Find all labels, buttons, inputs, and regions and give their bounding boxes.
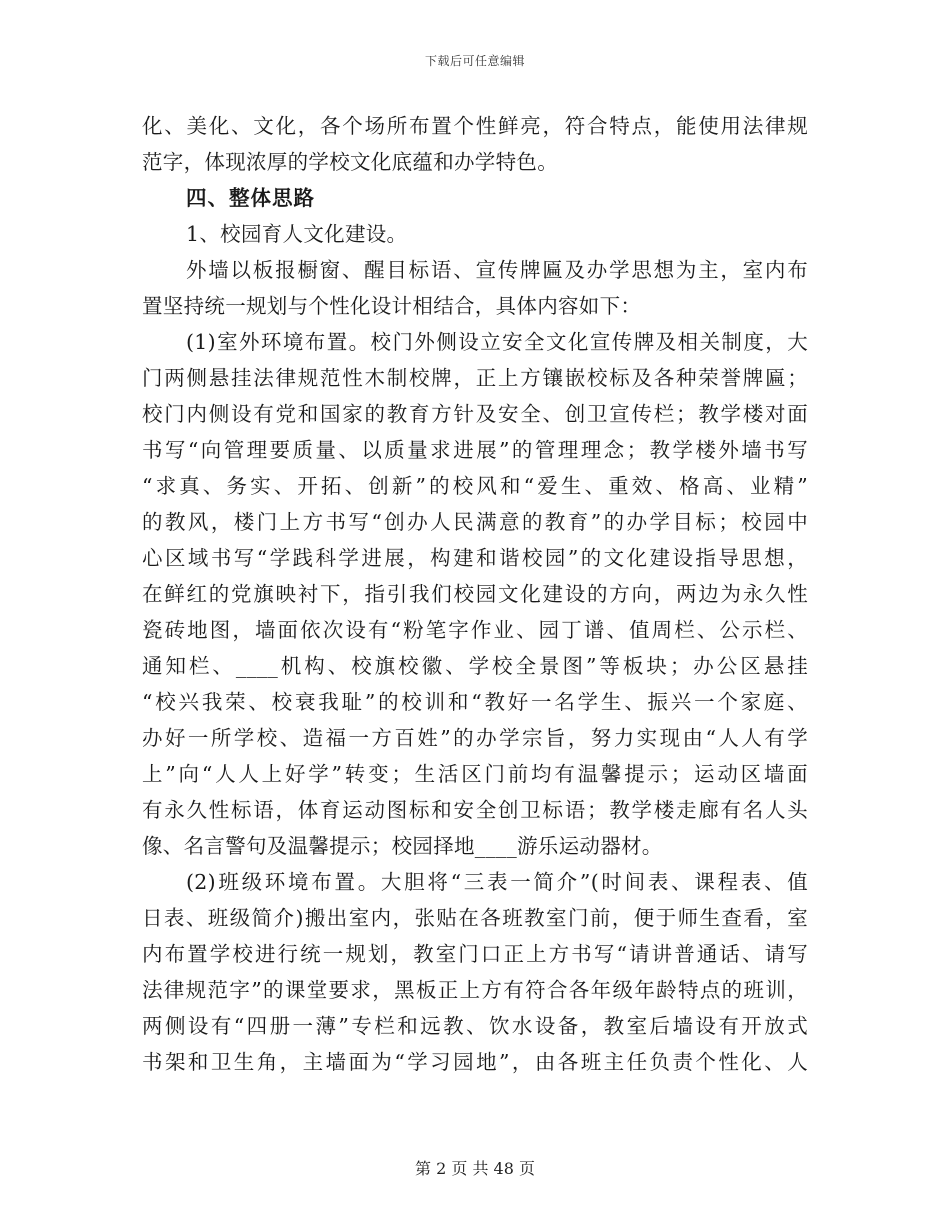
text-line: 有永久性标语，体育运动图标和安全创卫标语；教学楼走廊有名人头 [142,798,808,822]
text-line: 上”向“人人上好学”转变；生活区门前均有温馨提示；运动区墙面 [142,762,808,786]
text-line: 置坚持统一规划与个性化设计相结合，具体内容如下： [142,294,642,318]
text-line: “求真、务实、开拓、创新”的校风和“爱生、重效、格高、业精” [142,474,808,498]
text-line: 在鲜红的党旗映衬下，指引我们校园文化建设的方向，两边为永久性 [142,582,808,606]
text-line: (2)班级环境布置。大胆将“三表一简介”(时间表、课程表、值 [186,870,808,894]
text-line: 像、名言警句及温馨提示；校园择地____游乐运动器材。 [142,834,663,858]
text-line: 的教风，楼门上方书写“创办人民满意的教育”的办学目标；校园中 [142,510,808,534]
text-line: (1)室外环境布置。校门外侧设立安全文化宣传牌及相关制度，大 [186,330,808,354]
text-line: 内布置学校进行统一规划，教室门口正上方书写“请讲普通话、请写 [142,942,808,966]
subsection-heading: 1、校园育人文化建设。 [186,222,408,246]
text-line: 书架和卫生角，主墙面为“学习园地”，由各班主任负责个性化、人 [142,1050,808,1074]
text-line: 两侧设有“四册一薄”专栏和远教、饮水设备，教室后墙设有开放式 [142,1014,808,1038]
document-body [142,108,808,1080]
page-header-note: 下载后可任意编辑 [424,54,525,68]
text-line: 校门内侧设有党和国家的教育方针及安全、创卫宣传栏；教学楼对面 [142,402,808,426]
text-line: 心区域书写“学践科学进展，构建和谐校园”的文化建设指导思想， [142,546,808,570]
text-line: 书写“向管理要质量、以质量求进展”的管理理念；教学楼外墙书写 [142,438,808,462]
text-line: “校兴我荣、校衰我耻”的校训和“教好一名学生、振兴一个家庭、 [142,690,808,714]
text-line: 瓷砖地图，墙面依次设有“粉笔字作业、园丁谱、值周栏、公示栏、 [142,618,808,642]
text-line: 化、美化、文化，各个场所布置个性鲜亮，符合特点，能使用法律规 [142,114,808,138]
text-line: 门两侧悬挂法律规范性木制校牌，正上方镶嵌校标及各种荣誉牌匾； [142,366,808,390]
text-line: 范字，体现浓厚的学校文化底蕴和办学特色。 [142,150,558,174]
page-number: 第 2 页 共 48 页 [415,1159,535,1178]
text-line: 通知栏、____机构、校旗校徽、学校全景图”等板块；办公区悬挂 [142,654,808,678]
text-line: 法律规范字”的课堂要求，黑板正上方有符合各年级年龄特点的班训， [142,978,808,1002]
text-line: 外墙以板报橱窗、醒目标语、宣传牌匾及办学思想为主，室内布 [186,258,808,282]
text-line: 日表、班级简介)搬出室内，张贴在各班教室门前，便于师生查看，室 [142,906,808,930]
section-heading: 四、整体思路 [186,186,315,210]
text-line: 办好一所学校、造福一方百姓”的办学宗旨，努力实现由“人人有学 [142,726,808,750]
